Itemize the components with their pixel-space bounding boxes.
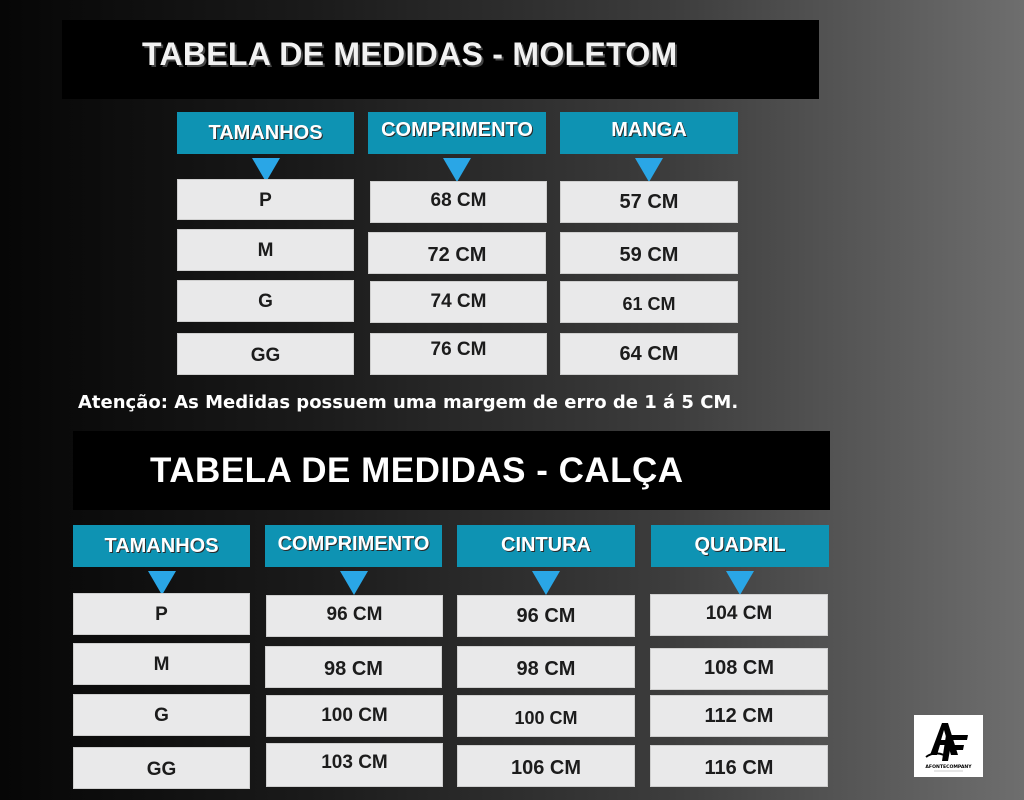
table-cell: P	[73, 593, 250, 635]
afonte-company-logo	[914, 715, 983, 777]
arrow-down-icon	[532, 571, 560, 595]
table-cell: 98 CM	[265, 646, 442, 688]
table-cell: 116 CM	[650, 745, 828, 787]
header-label: TAMANHOS	[208, 122, 323, 144]
moletom-header-manga	[560, 112, 738, 154]
moletom-title-banner	[62, 20, 819, 99]
table-cell: 57 CM	[560, 181, 738, 223]
table-cell: M	[177, 229, 354, 271]
table-cell: 112 CM	[650, 695, 828, 737]
table-cell: 96 CM	[457, 595, 635, 637]
table-cell: 96 CM	[266, 595, 443, 637]
calca-title: TABELA DE MEDIDAS - CALÇA	[150, 451, 684, 490]
calca-header-comprimento	[265, 525, 442, 567]
table-cell: 76 CM	[370, 333, 547, 375]
arrow-down-icon	[443, 158, 471, 182]
table-cell: GG	[73, 747, 250, 789]
header-label: COMPRIMENTO	[277, 533, 430, 555]
arrow-down-icon	[340, 571, 368, 595]
header-label: TAMANHOS	[104, 535, 219, 557]
moletom-title: TABELA DE MEDIDAS - MOLETOM	[142, 36, 678, 72]
moletom-header-tamanhos	[177, 112, 354, 154]
table-cell: GG	[177, 333, 354, 375]
table-cell: 98 CM	[457, 646, 635, 688]
table-cell: 59 CM	[560, 232, 738, 274]
arrow-down-icon	[635, 158, 663, 182]
table-cell: 106 CM	[457, 745, 635, 787]
header-label: CINTURA	[501, 534, 591, 556]
table-cell: 100 CM	[266, 695, 443, 737]
table-cell: 72 CM	[368, 232, 546, 274]
margin-of-error-note: Atenção: As Medidas possuem uma margem de erro de 1 á 5 CM.	[78, 392, 739, 413]
table-cell: 64 CM	[560, 333, 738, 375]
calca-header-tamanhos	[73, 525, 250, 567]
table-cell: P	[177, 179, 354, 220]
table-cell: 61 CM	[560, 281, 738, 323]
table-cell: 74 CM	[370, 281, 547, 323]
header-label: COMPRIMENTO	[381, 119, 533, 141]
table-cell: 103 CM	[266, 743, 443, 787]
logo-text: AFONTECOMPANY	[925, 765, 972, 770]
calca-header-cintura	[457, 525, 635, 567]
table-cell: 100 CM	[457, 695, 635, 737]
table-cell: G	[73, 694, 250, 736]
table-cell: M	[73, 643, 250, 685]
arrow-down-icon	[726, 571, 754, 595]
table-cell: 108 CM	[650, 648, 828, 690]
header-label: MANGA	[611, 119, 687, 141]
header-label: QUADRIL	[694, 534, 786, 556]
calca-title-banner	[73, 431, 830, 510]
table-cell: 104 CM	[650, 594, 828, 636]
calca-header-quadril	[651, 525, 829, 567]
arrow-down-icon	[148, 571, 176, 595]
af-monogram-icon	[914, 715, 983, 777]
table-cell: 68 CM	[370, 181, 547, 223]
moletom-header-comprimento	[368, 112, 546, 154]
table-cell: G	[177, 280, 354, 322]
